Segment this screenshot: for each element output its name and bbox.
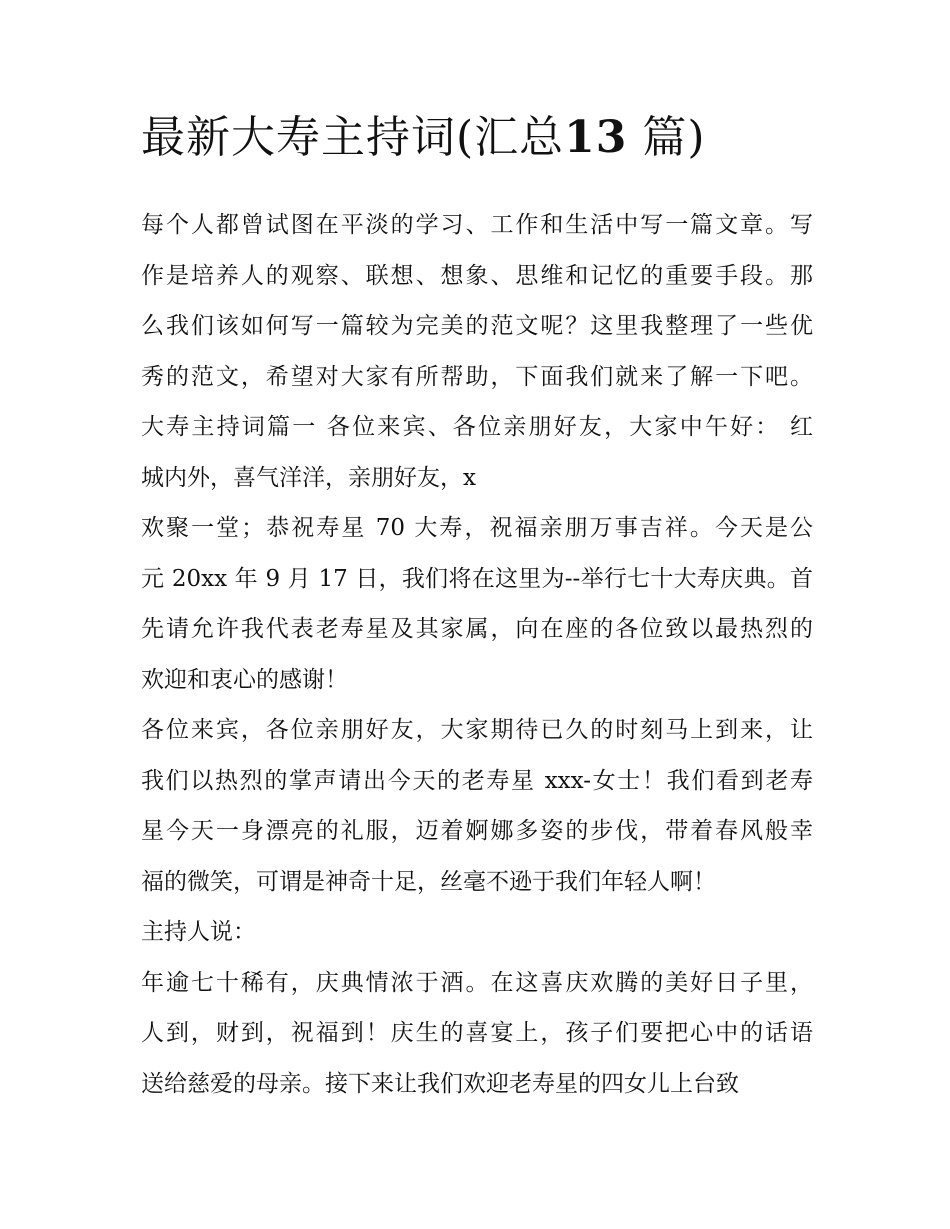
title-text: 最新大寿主持词(汇总 — [141, 112, 565, 163]
title-suffix: 篇) — [627, 112, 706, 163]
body-line: 主持人说： — [141, 919, 256, 945]
document-title — [141, 112, 706, 165]
body-line: 么我们该如何写一篇较为完美的范文呢？这里我整理了一些优 — [141, 313, 813, 339]
body-line: 福的微笑，可谓是神奇十足，丝毫不逊于我们年轻人啊！ — [141, 868, 716, 895]
body-line: 星今天一身漂亮的礼服，迈着婀娜多姿的步伐，带着春风般幸 — [141, 818, 813, 844]
body-line: 欢聚一堂；恭祝寿星 70 大寿，祝福亲朋万事吉祥。今天是公 — [141, 515, 813, 541]
body-line: 各位来宾，各位亲朋好友，大家期待已久的时刻马上到来，让 — [141, 717, 813, 743]
body-line: 先请允许我代表老寿星及其家属，向在座的各位致以最热烈的 — [141, 616, 813, 642]
body-line: 大寿主持词篇一 各位来宾、各位亲朋好友，大家中午好： 红 — [141, 414, 813, 440]
document-body — [141, 200, 813, 1109]
body-line: 送给慈爱的母亲。接下来让我们欢迎老寿星的四女儿上台致 — [141, 1070, 739, 1097]
body-line: 我们以热烈的掌声请出今天的老寿星 xxx-女士！我们看到老寿 — [141, 767, 813, 794]
body-line: 人到，财到，祝福到！庆生的喜宴上，孩子们要把心中的话语 — [141, 1020, 813, 1046]
body-line: 每个人都曾试图在平淡的学习、工作和生活中写一篇文章。写 — [141, 212, 813, 238]
body-line: 城内外，喜气洋洋，亲朋好友，x — [141, 464, 476, 491]
body-line: 元 20xx 年 9 月 17 日，我们将在这里为--举行七十大寿庆典。首 — [141, 565, 813, 592]
title-count: 13 — [564, 112, 628, 163]
body-line: 欢迎和衷心的感谢！ — [141, 666, 348, 693]
body-line: 秀的范文，希望对大家有所帮助，下面我们就来了解一下吧。 — [141, 363, 813, 390]
body-line: 作是培养人的观察、联想、想象、思维和记忆的重要手段。那 — [141, 262, 813, 289]
body-line: 年逾七十稀有，庆典情浓于酒。在这喜庆欢腾的美好日子里， — [141, 969, 813, 996]
